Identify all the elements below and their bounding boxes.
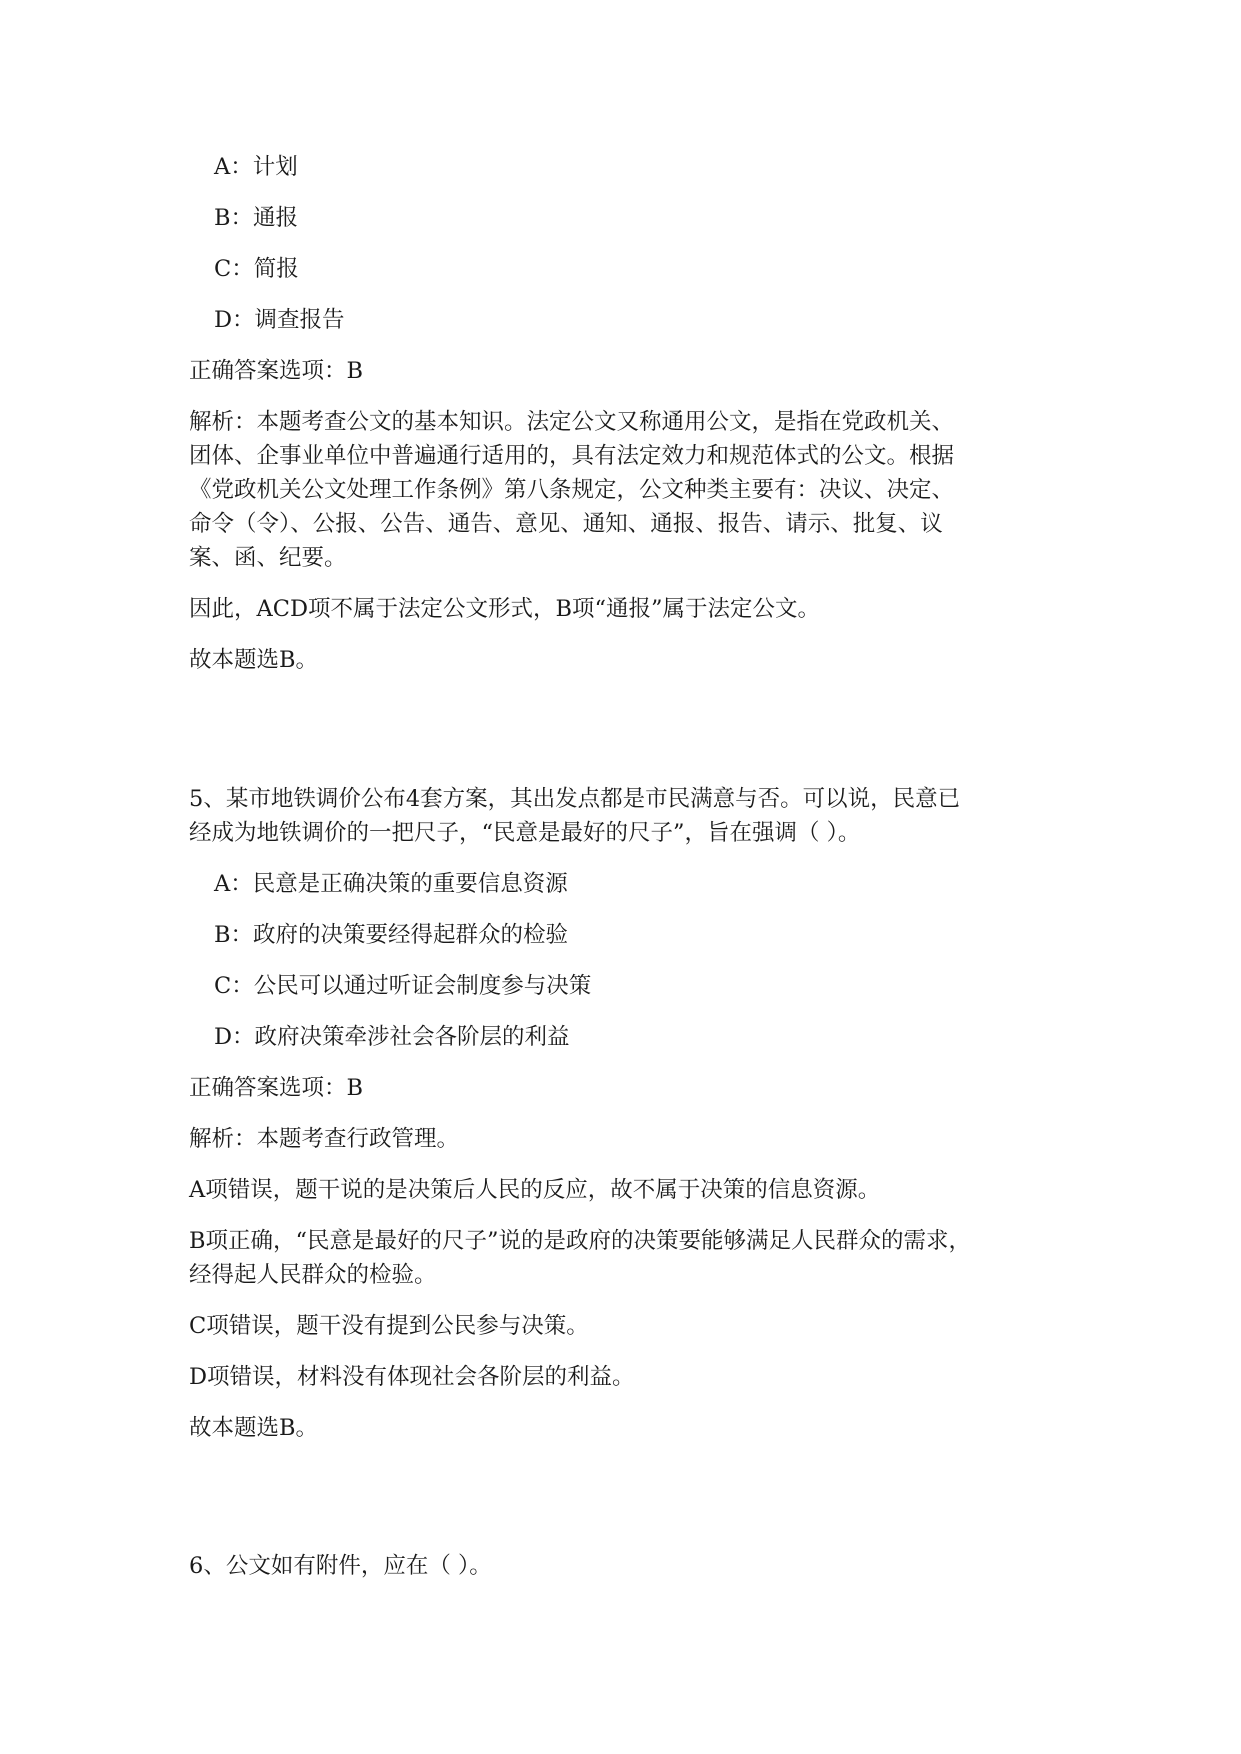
- q5-stem-line: 5、某市地铁调价公布4套方案，其出发点都是市民满意与否。可以说，民意已: [189, 786, 961, 812]
- q4-option-d: D：调查报告: [214, 307, 345, 333]
- q4-analysis-line: 解析：本题考查公文的基本知识。法定公文又称通用公文，是指在党政机关、: [189, 409, 955, 435]
- q5-note-b-line: 经得起人民群众的检验。: [189, 1262, 437, 1288]
- q4-analysis-line: 团体、企事业单位中普遍通行适用的，具有法定效力和规范体式的公文。根据: [189, 443, 955, 469]
- q5-conclusion: 故本题选B。: [189, 1415, 319, 1441]
- q4-option-a: A：计划: [214, 154, 298, 180]
- q5-note-b-line: B项正确，“民意是最好的尺子”说的是政府的决策要能够满足人民群众的需求，: [189, 1228, 972, 1254]
- q5-option-a: A：民意是正确决策的重要信息资源: [214, 871, 568, 897]
- q5-note-d: D项错误，材料没有体现社会各阶层的利益。: [189, 1364, 635, 1390]
- q5-option-c: C：公民可以通过听证会制度参与决策: [214, 973, 592, 999]
- q4-analysis-line: 《党政机关公文处理工作条例》第八条规定，公文种类主要有：决议、决定、: [189, 477, 955, 503]
- q4-option-b: B：通报: [214, 205, 299, 231]
- q4-option-c: C：简报: [214, 256, 299, 282]
- q4-therefore: 因此，ACD项不属于法定公文形式，B项“通报”属于法定公文。: [189, 596, 821, 622]
- q5-stem-line: 经成为地铁调价的一把尺子，“民意是最好的尺子”，旨在强调（ ）。: [189, 820, 861, 846]
- q5-note-a: A项错误，题干说的是决策后人民的反应，故不属于决策的信息资源。: [189, 1177, 881, 1203]
- q4-conclusion: 故本题选B。: [189, 647, 319, 673]
- q5-option-b: B：政府的决策要经得起群众的检验: [214, 922, 569, 948]
- q5-analysis: 解析：本题考查行政管理。: [189, 1126, 460, 1152]
- q4-analysis-line: 案、函、纪要。: [189, 545, 347, 571]
- q5-note-c: C项错误，题干没有提到公民参与决策。: [189, 1313, 589, 1339]
- q4-analysis-line: 命令（令）、公报、公告、通告、意见、通知、通报、报告、请示、批复、议: [189, 511, 943, 537]
- q5-option-d: D：政府决策牵涉社会各阶层的利益: [214, 1024, 570, 1050]
- q4-answer: 正确答案选项：B: [189, 358, 364, 384]
- q5-answer: 正确答案选项：B: [189, 1075, 364, 1101]
- q6-stem: 6、公文如有附件，应在（ ）。: [189, 1553, 492, 1579]
